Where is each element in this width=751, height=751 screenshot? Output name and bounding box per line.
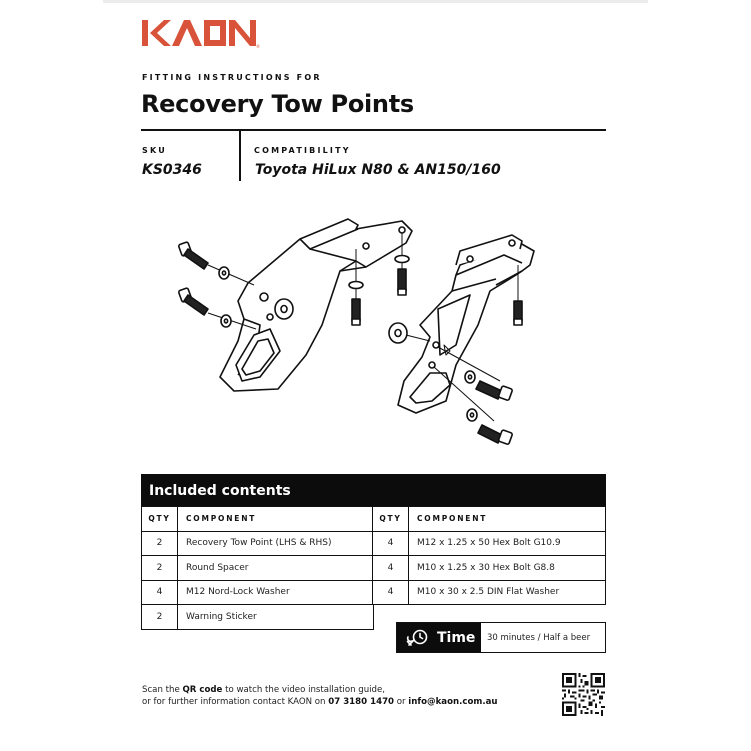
component-cell: M10 x 1.25 x 30 Hex Bolt G8.8 <box>409 556 606 581</box>
svg-text:®: ® <box>256 44 260 49</box>
title-divider <box>141 129 606 131</box>
table-header-row <box>373 507 606 532</box>
phone-number: 07 3180 1470 <box>328 697 395 707</box>
qty-cell: 4 <box>373 531 409 556</box>
tow-point-assembly-icon <box>160 205 560 465</box>
table-row <box>142 605 374 630</box>
qty-cell: 2 <box>142 605 178 630</box>
time-label: Time <box>437 629 476 646</box>
qty-column-header: QTY <box>373 507 409 532</box>
table-row <box>142 580 374 605</box>
footer-contact-text <box>142 684 498 708</box>
document-kicker: FITTING INSTRUCTIONS FOR <box>142 73 322 82</box>
kaon-logo <box>140 16 262 50</box>
footer-text: to watch the video installation guide, <box>222 685 386 695</box>
included-contents-table <box>141 474 606 622</box>
footer-text: or <box>394 697 409 707</box>
meta-divider <box>239 130 241 181</box>
qr-code-emphasis: QR code <box>182 685 223 695</box>
footer-line-1 <box>142 684 498 696</box>
qty-cell: 4 <box>373 556 409 581</box>
component-cell: M12 Nord-Lock Washer <box>178 580 374 605</box>
compatibility-value: Toyota HiLux N80 & AN150/160 <box>255 162 501 178</box>
table-row <box>373 580 606 605</box>
table-row <box>142 531 374 556</box>
contents-table-left <box>141 506 374 630</box>
qty-column-header: QTY <box>142 507 178 532</box>
qty-cell: 4 <box>373 580 409 605</box>
contents-table-right <box>372 506 606 605</box>
sku-value: KS0346 <box>142 162 202 178</box>
time-estimate-badge <box>396 622 606 653</box>
footer-text: Scan the <box>142 685 183 695</box>
component-cell: M10 x 30 x 2.5 DIN Flat Washer <box>409 580 606 605</box>
table-header-row <box>142 507 374 532</box>
time-label-block <box>397 623 481 652</box>
sku-label: SKU <box>142 146 167 155</box>
qty-cell: 2 <box>142 556 178 581</box>
qty-cell: 4 <box>142 580 178 605</box>
table-row <box>142 556 374 581</box>
component-cell: M12 x 1.25 x 50 Hex Bolt G10.9 <box>409 531 606 556</box>
kaon-logo-icon <box>140 16 262 50</box>
qr-code-icon <box>562 673 605 716</box>
component-cell: Round Spacer <box>178 556 374 581</box>
component-column-header: COMPONENT <box>178 507 374 532</box>
component-column-header: COMPONENT <box>409 507 606 532</box>
email-address: info@kaon.com.au <box>408 697 498 707</box>
contents-title: Included contents <box>141 474 606 506</box>
page-top-edge <box>103 0 648 3</box>
component-cell: Warning Sticker <box>178 605 374 630</box>
qty-cell: 2 <box>142 531 178 556</box>
table-row <box>373 531 606 556</box>
exploded-assembly-diagram <box>160 205 560 465</box>
qr-code[interactable] <box>562 673 605 716</box>
table-row <box>373 556 606 581</box>
component-cell: Recovery Tow Point (LHS & RHS) <box>178 531 374 556</box>
time-value: 30 minutes / Half a beer <box>481 623 605 652</box>
footer-line-2 <box>142 696 498 708</box>
footer-text: or for further information contact KAON on <box>142 697 329 707</box>
page-title: Recovery Tow Points <box>141 90 414 118</box>
wrench-clock-icon <box>405 628 429 648</box>
compatibility-label: COMPATIBILITY <box>254 146 351 155</box>
